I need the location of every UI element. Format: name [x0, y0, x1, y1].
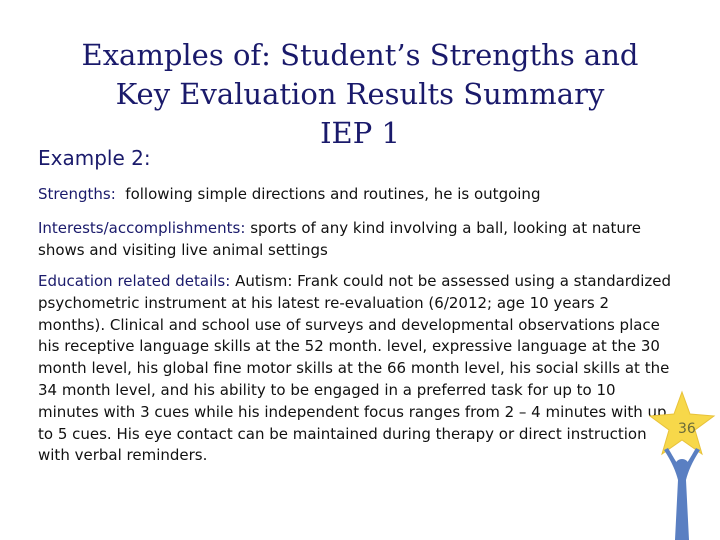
education-paragraph — [38, 271, 678, 467]
strengths-paragraph — [38, 184, 678, 206]
title-line-2: Key Evaluation Results Summary — [115, 77, 605, 111]
slide-title — [60, 36, 660, 153]
education-label: Education related details: — [38, 272, 231, 290]
education-text: Autism: Frank could not be assessed using a standardized psychometric instrument at his latest re-evaluation (6/2012; age 10 years 2 months). Clinical and school use of surveys and developmental observations place his receptive language skills at the 52 month. level, expressive language at the 30 month level, his global fine motor skills at the 66 month level, his social skills at the 34 month level, and his ability to be engaged in a preferred task for up to 10 minutes with 3 cues while his independent focus ranges from 2 – 4 minutes with up to 5 cues. His eye contact can be maintained during therapy or direct instruction with verbal reminders. — [38, 272, 672, 465]
interests-text: sports of any kind involving a ball, looking at nature shows and visiting live animal settings — [38, 219, 642, 259]
interests-label: Interests/accomplishments: — [38, 219, 246, 237]
example-label: Example 2: — [38, 146, 151, 170]
strengths-label: Strengths: — [38, 185, 116, 203]
title-line-1: Examples of: Student’s Strengths and — [81, 38, 639, 72]
page-number: 36 — [678, 421, 696, 437]
interests-paragraph — [38, 218, 678, 262]
star-figure-icon — [642, 390, 720, 540]
strengths-text: following simple directions and routines, he is outgoing — [115, 185, 541, 203]
title-line-3: IEP 1 — [320, 116, 400, 150]
